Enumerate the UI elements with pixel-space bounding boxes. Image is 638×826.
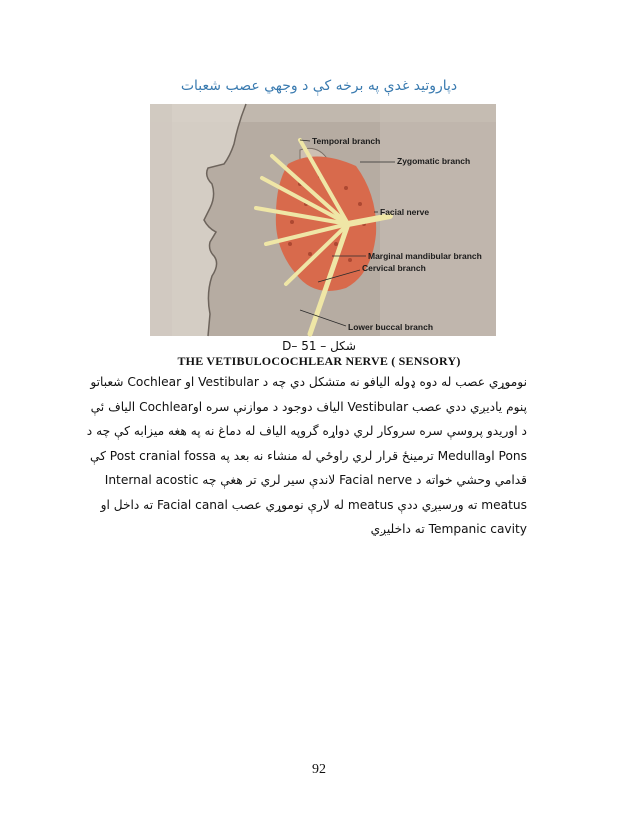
page-number: 92 bbox=[312, 762, 326, 777]
body-line: Tempanic cavity ته داخليږي bbox=[370, 522, 527, 536]
label-marginal-mandibular-branch: Marginal mandibular branch bbox=[368, 251, 482, 261]
figure-caption: شکل – 51 –D bbox=[282, 339, 356, 353]
body-line: د اوريدو پروسې سره سروکار لري دواړه گروپه الياف له دماغ نه په هغه ميزابه کې چه د bbox=[86, 424, 527, 438]
page-title: دپاروتيد غدې په برخه کې د وجهي عصب شعبات bbox=[180, 78, 458, 94]
body-line: قدامي وحشي خواته د Facial nerve لاندې سير لري تر هغې چه Internal acostic bbox=[104, 473, 527, 487]
body-line: نوموړي عصب له دوه ډوله اليافو نه متشکل دي چه د Vestibular او Cochlear شعباتو bbox=[90, 375, 527, 389]
body-line: پنوم ياديږي ددي عصب Vestibular الياف دوجود د موازنې سره اوCochlear الياف ئې bbox=[90, 399, 527, 414]
label-facial-nerve: Facial nerve bbox=[380, 207, 430, 217]
label-lower-buccal-branch: Lower buccal branch bbox=[348, 322, 434, 332]
label-cervical-branch: Cervical branch bbox=[362, 263, 426, 273]
label-temporal-branch: Temporal branch bbox=[312, 136, 381, 146]
body-paragraph bbox=[86, 370, 527, 542]
body-line: meatus ته ورسيږي ددې meatus له لارې نوموړي عصب Facial canal ته داخل او bbox=[100, 497, 527, 512]
facial-nerve-figure bbox=[150, 104, 496, 336]
label-zygomatic-branch: Zygomatic branch bbox=[397, 156, 471, 166]
body-line: Pons اوMedulla ترمينځ قرار لري راوځي له منشاء نه بعد په Post cranial fossa کې bbox=[89, 448, 527, 463]
section-heading: THE VETIBULOCOCHLEAR NERVE ( SENSORY) bbox=[177, 354, 461, 368]
